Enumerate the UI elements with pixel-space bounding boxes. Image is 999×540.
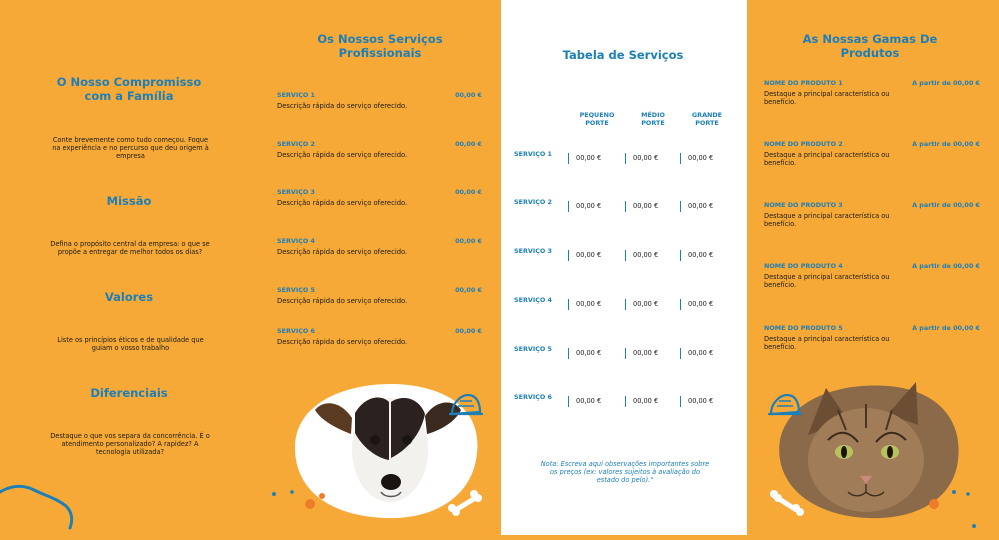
product-name: NOME DO PRODUTO 5	[764, 324, 843, 332]
values-text: Liste os princípios éticos e de qualidade que guiam o vosso trabalho	[57, 336, 204, 353]
decorative-dots-icon	[920, 486, 990, 532]
table-row-label: SERVIÇO 2	[514, 198, 553, 206]
table-row-label: SERVIÇO 5	[514, 345, 553, 353]
product-desc: Destaque a principal característica ou benefício.	[764, 90, 890, 106]
pet-bowl-icon	[448, 392, 484, 424]
table-cell: 00,00 €	[680, 396, 713, 407]
service-desc: Descrição rápida do serviço oferecido.	[277, 297, 408, 305]
table-cell: 00,00 €	[568, 348, 601, 359]
service-name: SERVIÇO 1	[277, 91, 316, 99]
service-desc: Descrição rápida do serviço oferecido.	[277, 102, 408, 110]
service-name: SERVIÇO 6	[277, 327, 316, 335]
table-row-label: SERVIÇO 1	[514, 150, 553, 158]
price-table-title: Tabela de Serviços	[562, 48, 684, 62]
column-header: GRANDE PORTE	[691, 111, 723, 127]
price-note: Nota: Escreva aqui observações importantes sobre os preços (ex: valores sujeitos à avaliação do estado do pelo)."	[540, 460, 710, 485]
table-cell: 00,00 €	[680, 250, 713, 261]
product-desc: Destaque a principal característica ou benefício.	[764, 335, 890, 351]
product-name: NOME DO PRODUTO 2	[764, 140, 843, 148]
mission-title: Missão	[106, 194, 152, 208]
service-desc: Descrição rápida do serviço oferecido.	[277, 151, 408, 159]
table-cell: 00,00 €	[680, 299, 713, 310]
service-desc: Descrição rápida do serviço oferecido.	[277, 248, 408, 256]
table-cell: 00,00 €	[625, 153, 658, 164]
pet-bowl-icon	[767, 392, 803, 424]
diff-title: Diferenciais	[90, 386, 168, 400]
price-table-panel	[501, 0, 747, 535]
service-price: 00,00 €	[455, 286, 482, 294]
table-cell: 00,00 €	[680, 201, 713, 212]
product-price: A partir de 00,00 €	[912, 140, 980, 148]
column-header: MÉDIO PORTE	[641, 111, 665, 127]
product-name: NOME DO PRODUTO 4	[764, 262, 843, 270]
product-desc: Destaque a principal característica ou benefício.	[764, 212, 890, 228]
services-title: Os Nossos Serviços Profissionais	[317, 32, 443, 60]
service-price: 00,00 €	[455, 237, 482, 245]
values-title: Valores	[104, 290, 154, 304]
product-desc: Destaque a principal característica ou benefício.	[764, 273, 890, 289]
service-name: SERVIÇO 3	[277, 188, 316, 196]
table-row-label: SERVIÇO 3	[514, 247, 553, 255]
service-desc: Descrição rápida do serviço oferecido.	[277, 338, 408, 346]
bone-icon	[768, 490, 804, 516]
service-price: 00,00 €	[455, 327, 482, 335]
table-cell: 00,00 €	[625, 348, 658, 359]
table-row-label: SERVIÇO 4	[514, 296, 553, 304]
table-cell: 00,00 €	[625, 396, 658, 407]
product-price: A partir de 00,00 €	[912, 79, 980, 87]
mission-text: Defina o propósito central da empresa: o que se propõe a entregar de melhor todos os dias?	[50, 240, 210, 257]
table-cell: 00,00 €	[680, 348, 713, 359]
commitment-title: O Nosso Compromisso com a Família	[56, 75, 202, 103]
product-price: A partir de 00,00 €	[912, 324, 980, 332]
table-cell: 00,00 €	[568, 250, 601, 261]
service-price: 00,00 €	[455, 188, 482, 196]
table-cell: 00,00 €	[568, 299, 601, 310]
service-name: SERVIÇO 5	[277, 286, 316, 294]
commitment-text: Conte brevemente como tudo começou. Foque na experiência e no percurso que deu origem à empresa	[52, 136, 209, 161]
decorative-curve-icon	[0, 480, 80, 540]
product-price: A partir de 00,00 €	[912, 262, 980, 270]
decorative-dots-icon	[270, 486, 330, 516]
table-cell: 00,00 €	[680, 153, 713, 164]
products-title: As Nossas Gamas De Produtos	[802, 32, 938, 60]
table-row-label: SERVIÇO 6	[514, 393, 553, 401]
product-price: A partir de 00,00 €	[912, 201, 980, 209]
service-desc: Descrição rápida do serviço oferecido.	[277, 199, 408, 207]
table-cell: 00,00 €	[625, 299, 658, 310]
table-cell: 00,00 €	[568, 201, 601, 212]
service-name: SERVIÇO 4	[277, 237, 316, 245]
product-name: NOME DO PRODUTO 3	[764, 201, 843, 209]
table-cell: 00,00 €	[625, 250, 658, 261]
service-price: 00,00 €	[455, 140, 482, 148]
bone-icon	[446, 490, 482, 516]
product-desc: Destaque a principal característica ou benefício.	[764, 151, 890, 167]
service-price: 00,00 €	[455, 91, 482, 99]
service-name: SERVIÇO 2	[277, 140, 316, 148]
column-header: PEQUENO PORTE	[579, 111, 615, 127]
table-cell: 00,00 €	[568, 153, 601, 164]
diff-text: Destaque o que vos separa da concorrência. É o atendimento personalizado? A rapidez? A tecnologia utilizada?	[50, 432, 210, 457]
table-cell: 00,00 €	[625, 201, 658, 212]
table-cell: 00,00 €	[568, 396, 601, 407]
product-name: NOME DO PRODUTO 1	[764, 79, 843, 87]
